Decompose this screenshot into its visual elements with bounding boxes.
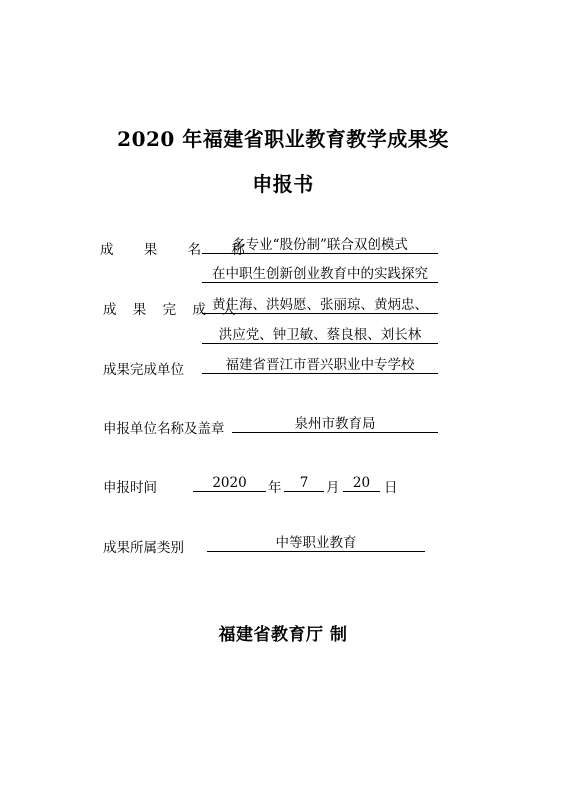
date-day-unit: 日 [384, 480, 398, 496]
unit-value: 福建省晋江市晋兴职业中专学校 [202, 357, 438, 374]
date-month-unit: 月 [326, 480, 340, 496]
date-month: 7 [284, 475, 324, 492]
achievement-name-line2: 在中职生创新创业教育中的实践探究 [202, 266, 438, 283]
document-title: 2020 年福建省职业教育教学成果奖 [117, 127, 449, 151]
date-day: 20 [343, 475, 380, 492]
date-label: 申报时间 [103, 480, 157, 496]
document-subtitle: 申报书 [252, 172, 314, 196]
achievement-name-label: 成 果 名 称 [100, 242, 258, 258]
date-year: 2020 [193, 475, 266, 492]
applicant-unit-value: 泉州市教育局 [232, 416, 438, 433]
category-value: 中等职业教育 [207, 535, 425, 552]
achievers-line1: 黄生海、洪妈愿、张丽琼、黄炳忠、 [202, 297, 438, 314]
date-year-unit: 年 [268, 480, 282, 496]
achievement-name-line1: 多专业“股份制”联合双创模式 [202, 237, 438, 254]
achievers-line2: 洪应党、钟卫敏、蔡良根、刘长林 [202, 327, 438, 344]
achievers-label: 成 果 完 成 人 [103, 302, 242, 318]
category-label: 成果所属类别 [103, 540, 184, 556]
issuer: 福建省教育厅 制 [218, 625, 348, 645]
applicant-unit-label: 申报单位名称及盖章 [103, 421, 225, 437]
unit-label: 成果完成单位 [103, 362, 184, 378]
